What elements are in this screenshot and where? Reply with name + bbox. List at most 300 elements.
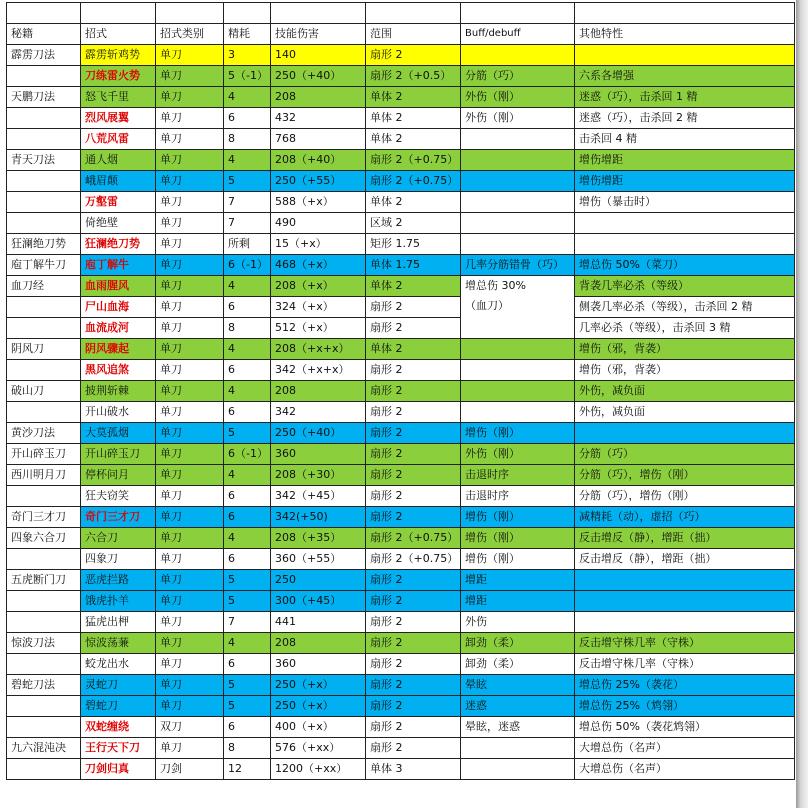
cell-range[interactable]: 单体 2	[366, 276, 461, 297]
cell-cost[interactable]: 3	[224, 45, 271, 66]
cell-other[interactable]: 迷惑（巧），击杀回 1 精	[575, 87, 795, 108]
cell-dmg[interactable]: 360	[271, 444, 366, 465]
cell-dmg[interactable]: 250（+40）	[271, 423, 366, 444]
cell-move[interactable]: 披荆斩棘	[81, 381, 156, 402]
cell-cat[interactable]: 单刀	[156, 444, 224, 465]
header-cell[interactable]: 秘籍	[7, 24, 81, 45]
cell-buff[interactable]	[461, 192, 575, 213]
cell-cost[interactable]: 8	[224, 738, 271, 759]
cell-cat[interactable]: 单刀	[156, 66, 224, 87]
cell-move[interactable]: 怒飞千里	[81, 87, 156, 108]
cell-other[interactable]: 大增总伤（名声）	[575, 738, 795, 759]
cell-dmg[interactable]: 441	[271, 612, 366, 633]
cell-range[interactable]: 扇形 2（+0.5）	[366, 66, 461, 87]
cell-range[interactable]: 扇形 2	[366, 297, 461, 318]
cell-book[interactable]: 九六混沌决	[7, 738, 81, 759]
cell-buff[interactable]	[461, 339, 575, 360]
cell-cat[interactable]: 单刀	[156, 696, 224, 717]
cell-other[interactable]: 反击增反（静），增距（拙）	[575, 549, 795, 570]
cell-other[interactable]: 增伤（暴击时）	[575, 192, 795, 213]
cell-dmg[interactable]: 342（+45）	[271, 486, 366, 507]
blank-row	[7, 3, 795, 24]
header-cell[interactable]: 其他特性	[575, 24, 795, 45]
cell-other[interactable]: 反击增守株几率（守株）	[575, 654, 795, 675]
cell-other[interactable]: 几率必杀（等级），击杀回 3 精	[575, 318, 795, 339]
cell-buff[interactable]: 增伤（刚）	[461, 528, 575, 549]
cell-buff[interactable]: 增距	[461, 570, 575, 591]
cell-cost[interactable]: 6（-1）	[224, 444, 271, 465]
cell-dmg[interactable]: 300（+45）	[271, 591, 366, 612]
cell-move[interactable]: 通人烟	[81, 150, 156, 171]
cell-cost[interactable]: 6	[224, 717, 271, 738]
cell-range[interactable]: 扇形 2	[366, 360, 461, 381]
cell-other[interactable]: 增总伤 25%（袭花）	[575, 675, 795, 696]
cell-cost[interactable]: 6	[224, 402, 271, 423]
cell-book[interactable]: 天鹏刀法	[7, 87, 81, 108]
cell-move[interactable]: 开山碎玉刀	[81, 444, 156, 465]
cell-buff[interactable]: 增距	[461, 591, 575, 612]
cell-move[interactable]: 倚绝壁	[81, 213, 156, 234]
cell-other[interactable]: 外伤，减负面	[575, 402, 795, 423]
cell-other[interactable]: 大增总伤（名声）	[575, 759, 795, 780]
cell-buff[interactable]: 外伤（刚）	[461, 444, 575, 465]
cell-cost[interactable]: 8	[224, 129, 271, 150]
header-cell[interactable]: 范围	[366, 24, 461, 45]
cell-buff[interactable]	[461, 234, 575, 255]
cell-cat[interactable]: 单刀	[156, 108, 224, 129]
cell-move[interactable]: 狂澜绝刀势	[81, 234, 156, 255]
cell-dmg[interactable]: 250（+x）	[271, 675, 366, 696]
cell-book[interactable]: 四象六合刀	[7, 528, 81, 549]
cell-cat[interactable]: 单刀	[156, 402, 224, 423]
cell-range[interactable]: 扇形 2	[366, 654, 461, 675]
cell-dmg[interactable]: 140	[271, 45, 366, 66]
cell-dmg[interactable]: 468（+x）	[271, 255, 366, 276]
cell-move[interactable]: 惊波荡蒹	[81, 633, 156, 654]
cell-other[interactable]: 增总伤 25%（鸩翎）	[575, 696, 795, 717]
cell-book[interactable]: 狂澜绝刀势	[7, 234, 81, 255]
cell-move[interactable]: 王行天下刀	[81, 738, 156, 759]
cell-dmg[interactable]: 490	[271, 213, 366, 234]
cell-buff[interactable]: 外伤（刚）	[461, 108, 575, 129]
cell-buff[interactable]	[461, 381, 575, 402]
cell-move[interactable]: 八荒风雷	[81, 129, 156, 150]
cell-buff[interactable]: 增伤（刚）	[461, 549, 575, 570]
cell-other[interactable]	[575, 612, 795, 633]
cell-cat[interactable]: 单刀	[156, 192, 224, 213]
cell-other[interactable]: 外伤，减负面	[575, 381, 795, 402]
cell-cat[interactable]: 单刀	[156, 570, 224, 591]
cell-buff[interactable]	[461, 213, 575, 234]
cell-cost[interactable]: 12	[224, 759, 271, 780]
cell-buff[interactable]: 迷惑	[461, 696, 575, 717]
cell-cat[interactable]: 单刀	[156, 381, 224, 402]
cell-range[interactable]: 扇形 2	[366, 444, 461, 465]
cell-cost[interactable]: 6	[224, 108, 271, 129]
cell-cat[interactable]: 单刀	[156, 486, 224, 507]
cell-dmg[interactable]: 588（+x）	[271, 192, 366, 213]
cell-range[interactable]: 扇形 2	[366, 486, 461, 507]
cell-move[interactable]: 奇门三才刀	[81, 507, 156, 528]
cell-book[interactable]: 西川明月刀	[7, 465, 81, 486]
cell-dmg[interactable]: 512（+x）	[271, 318, 366, 339]
cell-move[interactable]: 饿虎扑羊	[81, 591, 156, 612]
cell-buff[interactable]	[461, 150, 575, 171]
cell-buff[interactable]: 击退时序	[461, 486, 575, 507]
cell-range[interactable]: 扇形 2（+0.75）	[366, 549, 461, 570]
table-row	[7, 465, 795, 486]
cell-range[interactable]: 扇形 2	[366, 381, 461, 402]
cell-range[interactable]: 扇形 2	[366, 717, 461, 738]
cell-book[interactable]: 黄沙刀法	[7, 423, 81, 444]
cell-book[interactable]: 青天刀法	[7, 150, 81, 171]
table-row	[7, 171, 795, 192]
cell-cat[interactable]: 单刀	[156, 150, 224, 171]
cell-other[interactable]: 增伤增距	[575, 171, 795, 192]
cell-range[interactable]: 扇形 2	[366, 507, 461, 528]
cell-dmg[interactable]: 208	[271, 633, 366, 654]
cell-buff[interactable]: 晕眩	[461, 675, 575, 696]
cell-book[interactable]	[7, 108, 81, 129]
cell-cost[interactable]: 4	[224, 276, 271, 297]
cell-cost[interactable]: 4	[224, 339, 271, 360]
table-row	[7, 612, 795, 633]
cell-buff[interactable]: 击退时序	[461, 465, 575, 486]
cell-cost[interactable]: 5	[224, 423, 271, 444]
cell-other[interactable]	[575, 45, 795, 66]
table-row	[7, 360, 795, 381]
cell-cat[interactable]: 单刀	[156, 255, 224, 276]
cell-other[interactable]: 增总伤 50%（菜刀）	[575, 255, 795, 276]
cell-book[interactable]	[7, 213, 81, 234]
cell-range[interactable]: 扇形 2	[366, 738, 461, 759]
cell-cat[interactable]: 单刀	[156, 591, 224, 612]
cell-cost[interactable]: 所剩	[224, 234, 271, 255]
cell-dmg[interactable]: 400（+x）	[271, 717, 366, 738]
cell-move[interactable]: 恶虎拦路	[81, 570, 156, 591]
cell-other[interactable]: 六系各增强	[575, 66, 795, 87]
cell-range[interactable]: 单体 2	[366, 87, 461, 108]
cell-cat[interactable]: 单刀	[156, 633, 224, 654]
cell-buff[interactable]: 几率分筋错骨（巧）	[461, 255, 575, 276]
cell-range[interactable]: 扇形 2	[366, 696, 461, 717]
cell-cost[interactable]: 6	[224, 654, 271, 675]
cell-dmg[interactable]: 432	[271, 108, 366, 129]
cell-cost[interactable]: 4	[224, 381, 271, 402]
cell-range[interactable]: 单体 2	[366, 108, 461, 129]
cell-book[interactable]: 开山碎玉刀	[7, 444, 81, 465]
cell-move[interactable]: 开山破水	[81, 402, 156, 423]
cell-dmg[interactable]: 250	[271, 570, 366, 591]
cell-buff[interactable]	[461, 738, 575, 759]
table-row	[7, 381, 795, 402]
cell-move[interactable]: 灵蛇刀	[81, 675, 156, 696]
cell-dmg[interactable]: 250（+55）	[271, 171, 366, 192]
cell-buff[interactable]	[461, 360, 575, 381]
cell-other[interactable]	[575, 591, 795, 612]
cell-dmg[interactable]: 342	[271, 402, 366, 423]
cell-dmg[interactable]: 324（+x）	[271, 297, 366, 318]
cell-cat[interactable]: 单刀	[156, 549, 224, 570]
cell-buff[interactable]: 晕眩，迷惑	[461, 717, 575, 738]
cell-dmg[interactable]: 208（+40）	[271, 150, 366, 171]
cell-dmg[interactable]: 576（+xx）	[271, 738, 366, 759]
cell-dmg[interactable]: 208（+35）	[271, 528, 366, 549]
header-cell[interactable]: 招式	[81, 24, 156, 45]
table-row	[7, 129, 795, 150]
table-row	[7, 570, 795, 591]
cell-other[interactable]: 分筋（巧），增伤（刚）	[575, 486, 795, 507]
cell-buff[interactable]: 增伤（刚）	[461, 507, 575, 528]
cell-cat[interactable]: 单刀	[156, 423, 224, 444]
cell-cost[interactable]: 7	[224, 192, 271, 213]
cell-dmg[interactable]: 342（+x+x）	[271, 360, 366, 381]
cell-move[interactable]: 霹雳斩鸡势	[81, 45, 156, 66]
cell-cat[interactable]: 刀剑	[156, 759, 224, 780]
cell-other[interactable]: 侧袭几率必杀（等级），击杀回 2 精	[575, 297, 795, 318]
cell-other[interactable]: 增伤（邪，背袭）	[575, 360, 795, 381]
cell-range[interactable]: 单体 1.75	[366, 255, 461, 276]
cell-move[interactable]: 阴风骤起	[81, 339, 156, 360]
cell-other[interactable]: 减精耗（动），虚招（巧）	[575, 507, 795, 528]
cell-cat[interactable]: 单刀	[156, 360, 224, 381]
cell-book[interactable]	[7, 402, 81, 423]
cell-cost[interactable]: 5	[224, 171, 271, 192]
cell-book[interactable]	[7, 66, 81, 87]
cell-book[interactable]: 血刀经	[7, 276, 81, 297]
cell-book[interactable]	[7, 360, 81, 381]
cell-book[interactable]: 碧蛇刀法	[7, 675, 81, 696]
cell-cost[interactable]: 5	[224, 591, 271, 612]
cell-book[interactable]: 庖丁解牛刀	[7, 255, 81, 276]
cell-dmg[interactable]: 360（+55）	[271, 549, 366, 570]
cell-range[interactable]: 扇形 2（+0.75）	[366, 528, 461, 549]
cell-other[interactable]	[575, 213, 795, 234]
cell-book[interactable]	[7, 696, 81, 717]
cell-buff[interactable]: 外伤（刚）	[461, 87, 575, 108]
cell-cost[interactable]: 6	[224, 486, 271, 507]
cell-dmg[interactable]: 342(+50)	[271, 507, 366, 528]
cell-cost[interactable]: 6（-1）	[224, 255, 271, 276]
cell-book[interactable]	[7, 591, 81, 612]
cell-other[interactable]: 迷惑（巧），击杀回 2 精	[575, 108, 795, 129]
cell-range[interactable]: 单体 2	[366, 192, 461, 213]
cell-move[interactable]: 刀剑归真	[81, 759, 156, 780]
cell-cost[interactable]: 6	[224, 507, 271, 528]
cell-other[interactable]: 反击增守株几率（守株）	[575, 633, 795, 654]
cell-dmg[interactable]: 208（+30）	[271, 465, 366, 486]
header-cell[interactable]: 招式类别	[156, 24, 224, 45]
cell-cost[interactable]: 4	[224, 528, 271, 549]
cell-move[interactable]: 猛虎出柙	[81, 612, 156, 633]
cell-book[interactable]: 霹雳刀法	[7, 45, 81, 66]
cell-cat[interactable]: 单刀	[156, 339, 224, 360]
cell-range[interactable]: 单体 2	[366, 129, 461, 150]
table-row	[7, 759, 795, 780]
cell-range[interactable]: 扇形 2	[366, 318, 461, 339]
cell-cat[interactable]: 单刀	[156, 528, 224, 549]
cell-range[interactable]: 单体 3	[366, 759, 461, 780]
cell-dmg[interactable]: 250（+x）	[271, 696, 366, 717]
cell-book[interactable]	[7, 171, 81, 192]
cell-cat[interactable]: 单刀	[156, 654, 224, 675]
cell-other[interactable]: 增伤增距	[575, 150, 795, 171]
cell-other[interactable]: 分筋（巧）	[575, 444, 795, 465]
cell-other[interactable]: 击杀回 4 精	[575, 129, 795, 150]
cell-range[interactable]: 扇形 2	[366, 675, 461, 696]
cell-dmg[interactable]: 208（+x+x）	[271, 339, 366, 360]
cell-cost[interactable]: 5（-1）	[224, 66, 271, 87]
cell-cat[interactable]: 单刀	[156, 234, 224, 255]
cell-cat[interactable]: 单刀	[156, 45, 224, 66]
cell-cat[interactable]: 单刀	[156, 129, 224, 150]
cell-range[interactable]: 扇形 2	[366, 570, 461, 591]
cell-dmg[interactable]: 250（+40）	[271, 66, 366, 87]
cell-other[interactable]: 分筋（巧），增伤（刚）	[575, 465, 795, 486]
cell-move[interactable]: 碧蛇刀	[81, 696, 156, 717]
table-row	[7, 591, 795, 612]
table-row	[7, 339, 795, 360]
table-row	[7, 549, 795, 570]
cell-move[interactable]: 蛟龙出水	[81, 654, 156, 675]
cell-other[interactable]: 反击增反（静），增距（拙）	[575, 528, 795, 549]
cell-range[interactable]: 扇形 2	[366, 612, 461, 633]
cell-other[interactable]	[575, 234, 795, 255]
cell-range[interactable]: 扇形 2	[366, 45, 461, 66]
cell-book[interactable]	[7, 486, 81, 507]
header-cell[interactable]: Buff/debuff	[461, 24, 575, 45]
cell-range[interactable]: 扇形 2	[366, 423, 461, 444]
cell-dmg[interactable]: 208（+x）	[271, 276, 366, 297]
cell-range[interactable]: 扇形 2	[366, 402, 461, 423]
cell-cat[interactable]: 单刀	[156, 612, 224, 633]
cell-other[interactable]: 增伤（邪，背袭）	[575, 339, 795, 360]
cell-range[interactable]: 扇形 2	[366, 633, 461, 654]
cell-buff[interactable]	[461, 276, 575, 339]
cell-book[interactable]	[7, 759, 81, 780]
cell-move[interactable]: 血流成河	[81, 318, 156, 339]
cell-range[interactable]: 扇形 2	[366, 591, 461, 612]
cell-book[interactable]: 破山刀	[7, 381, 81, 402]
cell-move[interactable]: 万壑雷	[81, 192, 156, 213]
cell-range[interactable]: 扇形 2（+0.75）	[366, 171, 461, 192]
cell-buff[interactable]	[461, 45, 575, 66]
cell-book[interactable]	[7, 549, 81, 570]
cell-range[interactable]: 区域 2	[366, 213, 461, 234]
cell-book[interactable]	[7, 654, 81, 675]
cell-cat[interactable]: 单刀	[156, 738, 224, 759]
cell-other[interactable]: 增总伤 50%（袭花鸩翎）	[575, 717, 795, 738]
cell-range[interactable]: 矩形 1.75	[366, 234, 461, 255]
cell-cost[interactable]: 4	[224, 150, 271, 171]
cell-other[interactable]: 背袭几率必杀（等级）	[575, 276, 795, 297]
cell-cat[interactable]: 单刀	[156, 507, 224, 528]
cell-book[interactable]	[7, 318, 81, 339]
cell-cost[interactable]: 8	[224, 318, 271, 339]
cell-cost[interactable]: 5	[224, 696, 271, 717]
cell-dmg[interactable]: 360	[271, 654, 366, 675]
cell-dmg[interactable]: 768	[271, 129, 366, 150]
cell-book[interactable]	[7, 717, 81, 738]
cell-move[interactable]: 峨眉颠	[81, 171, 156, 192]
cell-cost[interactable]: 6	[224, 549, 271, 570]
cell-buff[interactable]	[461, 759, 575, 780]
cell-book[interactable]	[7, 192, 81, 213]
cell-cost[interactable]: 7	[224, 213, 271, 234]
cell-cat[interactable]: 单刀	[156, 318, 224, 339]
cell-buff[interactable]	[461, 402, 575, 423]
cell-cat[interactable]: 单刀	[156, 171, 224, 192]
cell-buff[interactable]: 外伤	[461, 612, 575, 633]
cell-dmg[interactable]: 15（+x）	[271, 234, 366, 255]
cell-buff[interactable]	[461, 129, 575, 150]
cell-other[interactable]	[575, 423, 795, 444]
cell-cost[interactable]: 4	[224, 87, 271, 108]
cell-cat[interactable]: 单刀	[156, 213, 224, 234]
table-row	[7, 696, 795, 717]
cell-buff[interactable]	[461, 171, 575, 192]
cell-move[interactable]: 停杯问月	[81, 465, 156, 486]
cell-cost[interactable]: 5	[224, 570, 271, 591]
cell-move[interactable]: 六合刀	[81, 528, 156, 549]
cell-cat[interactable]: 单刀	[156, 675, 224, 696]
cell-book[interactable]	[7, 612, 81, 633]
cell-cost[interactable]: 5	[224, 675, 271, 696]
cell-range[interactable]: 扇形 2	[366, 465, 461, 486]
cell-book[interactable]: 阴风刀	[7, 339, 81, 360]
cell-dmg[interactable]: 208	[271, 381, 366, 402]
cell-book[interactable]: 惊波刀法	[7, 633, 81, 654]
cell-book[interactable]: 五虎断门刀	[7, 570, 81, 591]
cell-move[interactable]: 尸山血海	[81, 297, 156, 318]
cell-cost[interactable]: 4	[224, 633, 271, 654]
cell-range[interactable]: 单体 2	[366, 339, 461, 360]
cell-book[interactable]	[7, 129, 81, 150]
cell-move[interactable]: 庖丁解牛	[81, 255, 156, 276]
cell-buff[interactable]: 增伤（刚）	[461, 423, 575, 444]
cell-cost[interactable]: 7	[224, 612, 271, 633]
header-cell[interactable]: 精耗	[224, 24, 271, 45]
cell-move[interactable]: 狂夫窃笑	[81, 486, 156, 507]
header-cell[interactable]: 技能伤害	[271, 24, 366, 45]
cell-dmg[interactable]: 1200（+xx）	[271, 759, 366, 780]
cell-move[interactable]: 刀练雷火势	[81, 66, 156, 87]
cell-cat[interactable]: 单刀	[156, 87, 224, 108]
cell-buff[interactable]: 卸劲（柔）	[461, 633, 575, 654]
cell-cat[interactable]: 单刀	[156, 297, 224, 318]
cell-cat[interactable]: 单刀	[156, 465, 224, 486]
cell-move[interactable]: 烈风展翼	[81, 108, 156, 129]
cell-buff[interactable]: 分筋（巧）	[461, 66, 575, 87]
cell-cat[interactable]: 单刀	[156, 276, 224, 297]
cell-move[interactable]: 黑风追煞	[81, 360, 156, 381]
cell-range[interactable]: 扇形 2（+0.75）	[366, 150, 461, 171]
cell-move[interactable]: 血雨腥风	[81, 276, 156, 297]
cell-book[interactable]	[7, 297, 81, 318]
cell-dmg[interactable]: 208	[271, 87, 366, 108]
cell-move[interactable]: 双蛇缠绕	[81, 717, 156, 738]
cell-cat[interactable]: 双刀	[156, 717, 224, 738]
cell-move[interactable]: 大莫孤烟	[81, 423, 156, 444]
cell-cost[interactable]: 6	[224, 297, 271, 318]
cell-buff[interactable]: 卸劲（柔）	[461, 654, 575, 675]
cell-cost[interactable]: 6	[224, 360, 271, 381]
merged-buff-line: 增总伤 30%	[465, 279, 526, 292]
cell-cost[interactable]: 4	[224, 465, 271, 486]
cell-move[interactable]: 四象刀	[81, 549, 156, 570]
cell-book[interactable]: 奇门三才刀	[7, 507, 81, 528]
cell-other[interactable]	[575, 570, 795, 591]
